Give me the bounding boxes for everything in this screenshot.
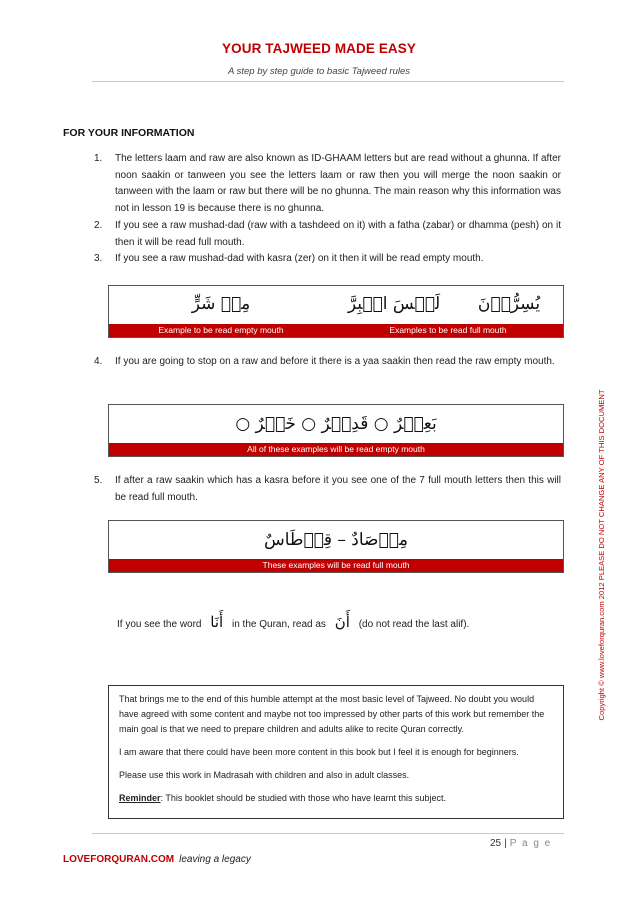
- footer-divider: [92, 833, 564, 834]
- header-divider: [92, 81, 564, 82]
- arabic-word-ana: أَنَا: [210, 613, 224, 631]
- full-mouth-label: These examples will be read full mouth: [262, 560, 410, 570]
- reminder-text: : This booklet should be studied with those who have learnt this subject.: [160, 793, 447, 803]
- document-title: YOUR TAJWEED MADE EASY: [222, 41, 416, 56]
- page-separator: |: [504, 838, 507, 849]
- closing-paragraph: I am aware that there could have been more content in this book but I feel it is enough for beginners.: [119, 747, 519, 757]
- closing-paragraph: That brings me to the end of this humble attempt at the most basic level of Tajweed. No doubt you would have agreed with some content and maybe not too impressed by other parts of this work but remember the main goal is that we need to prepare children and adults alike to recite Quran correctly.: [119, 694, 545, 734]
- closing-paragraph: Please use this work in Madrasah with children and also in adult classes.: [119, 770, 410, 780]
- empty-mouth-label: All of these examples will be read empty mouth: [247, 444, 425, 454]
- page-word: P a g e: [509, 838, 552, 849]
- list-item-number: 5.: [94, 475, 103, 486]
- page-number-value: 25: [490, 838, 502, 849]
- brand-tagline: leaving a legacy: [179, 854, 251, 865]
- section-heading: FOR YOUR INFORMATION: [63, 127, 195, 139]
- reminder-paragraph: [119, 791, 553, 806]
- example-label-bar: [109, 324, 563, 337]
- empty-mouth-examples: بَعِيۡرٌ ○ قَدِيۡرٌ ○ خَيۡرٌ ○: [235, 414, 437, 434]
- reminder-label: Reminder: [119, 793, 161, 803]
- side-copyright: Copyright © www.loveforquran.com 2012 PLEASE DO NOT CHANGE ANY OF THIS DOCUMENT: [597, 389, 606, 721]
- example-box-3: [108, 520, 564, 573]
- list-item-text: If you see a raw mushad-dad (raw with a tashdeed on it) with a fatha (zabar) or dhamma (pesh) on it then it will be read full mouth.: [115, 220, 561, 248]
- closing-notes-box: [108, 685, 564, 819]
- full-mouth-example: لَيۡسَ الۡبِرَّ: [347, 294, 441, 314]
- list-item-number: 1.: [94, 153, 103, 164]
- full-mouth-example: يُسِرُّوۡنَ: [477, 294, 541, 314]
- arabic-word-read-as: أَنَ: [334, 613, 350, 631]
- list-item-text: If you see a raw mushad-dad with kasra (zer) on it then it will be read empty mouth.: [115, 253, 484, 264]
- list-item-number: 4.: [94, 356, 103, 367]
- example-box-1: [108, 285, 564, 338]
- example-label-bar: [109, 443, 563, 456]
- empty-mouth-label: Example to be read empty mouth: [158, 325, 284, 335]
- list-item-text: If you are going to stop on a raw and before it there is a yaa saakin then read the raw empty mouth.: [115, 356, 555, 367]
- example-box-2: [108, 404, 564, 457]
- page-number: [490, 838, 552, 849]
- document-subtitle: A step by step guide to basic Tajweed rules: [227, 66, 411, 77]
- instruction-text: (do not read the last alif).: [358, 619, 470, 630]
- footer-brand: [63, 854, 251, 865]
- list-item-number: 2.: [94, 220, 103, 231]
- list-item-number: 3.: [94, 253, 103, 264]
- list-item-text: If after a raw saakin which has a kasra before it you see one of the 7 full mouth letters then this will be read full mouth.: [115, 475, 561, 503]
- list-item-text: The letters laam and raw are also known as ID-GHAAM letters but are read without a ghunna. If after noon saakin or tanween you see the letters laam or raw then you will merge the noon saakin or tanween with the laam or raw but there will be no ghunna. The main reason why this information was not in lesson 19 is because there is no ghunna.: [115, 153, 561, 214]
- instruction-text: in the Quran, read as: [231, 619, 326, 630]
- example-label-bar: [109, 559, 563, 572]
- full-mouth-examples: مِرۡصَادٌ – قِرۡطَاسٌ: [264, 530, 408, 550]
- empty-mouth-example: مِنۡ شَرٍّ: [191, 294, 251, 314]
- instruction-text: If you see the word: [117, 619, 202, 630]
- ana-instruction: [117, 613, 469, 631]
- full-mouth-label: Examples to be read full mouth: [389, 325, 507, 335]
- brand-name: LOVEFORQURAN.COM: [63, 854, 175, 865]
